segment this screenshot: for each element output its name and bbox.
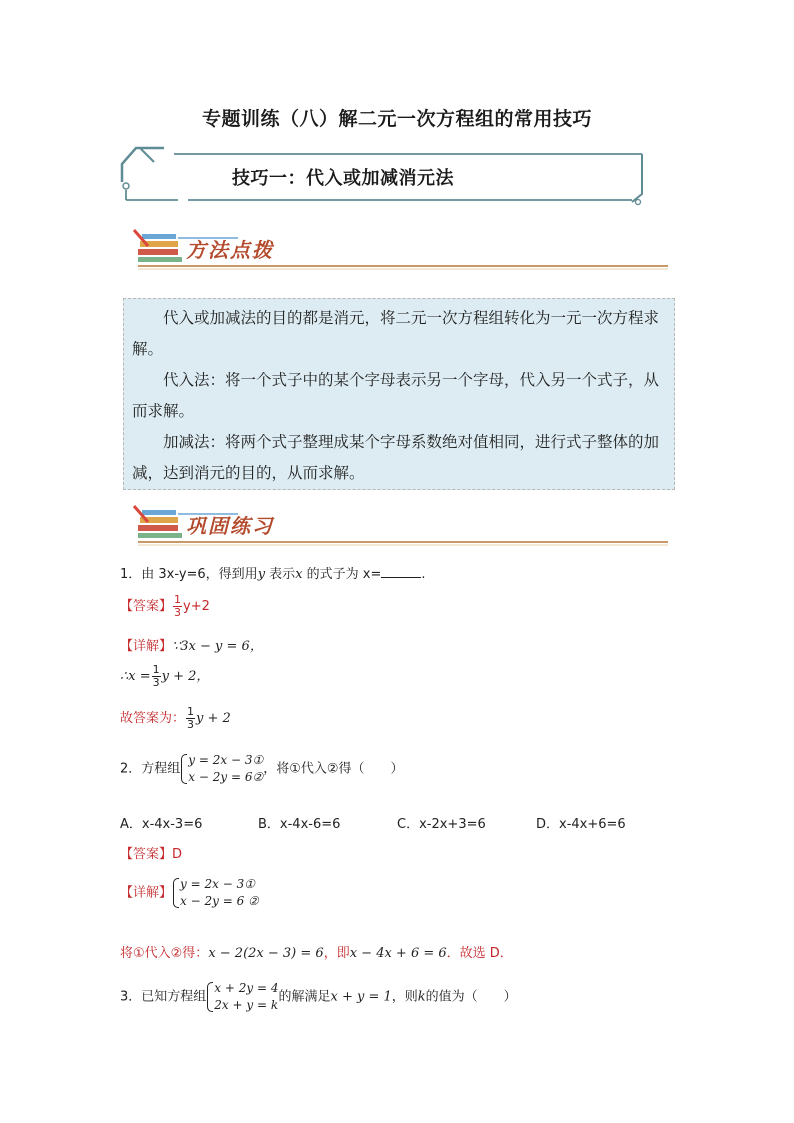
question-1-step: ∴x = $\frac{1}{3}$ y + 2， <box>120 663 210 689</box>
question-2-option-c: C．x-2x+3=6 <box>397 817 486 832</box>
question-2-option-d: D．x-4x+6=6 <box>536 817 626 832</box>
equation-system: y = 2x − 3① x − 2y = 6② <box>180 752 263 786</box>
section-title-practice: 巩固练习 <box>186 514 274 538</box>
fraction: $\frac{1}{3}$ <box>174 593 182 619</box>
question-2-conclusion: 将①代入②得：x − 2(2x − 3) = 6，即x − 4x + 6 = 6．故选 D． <box>120 946 513 961</box>
method-paragraph-2: 代入法：将一个式子中的某个字母表示另一个字母，代入另一个式子，从而求解。 <box>132 371 660 420</box>
question-2-option-b: B．x-4x-6=6 <box>258 817 341 832</box>
method-paragraph-3: 加减法：将两个式子整理成某个字母系数绝对值相同，进行式子整体的加减，达到消元的目的，从而求解。 <box>132 433 660 482</box>
section-header-practice <box>128 502 670 548</box>
question-1-detail: 【详解】∵3x − y = 6， <box>120 639 263 654</box>
section-title-method: 方法点拨 <box>186 238 274 262</box>
question-1-answer: 【答案】 $\frac{1}{3}$ y+2 <box>120 593 210 619</box>
question-2-stem: 2．方程组 y = 2x − 3① x − 2y = 6② ，将①代入②得（ ） <box>120 753 404 784</box>
banner-heading: 技巧一：代入或加减消元法 <box>232 168 454 189</box>
question-1-stem: 1．由 3x-y=6，得到用y 表示x 的式子为 x= . <box>120 567 426 582</box>
equation-system: y = 2x − 3① x − 2y = 6 ② <box>172 876 259 910</box>
method-tips-box <box>123 298 675 490</box>
answer-blank <box>381 565 421 578</box>
page-title: 专题训练（八）解二元一次方程组的常用技巧 <box>201 108 592 130</box>
method-paragraph-1: 代入或加减法的目的都是消元，将二元一次方程组转化为一元一次方程求解。 <box>132 309 660 358</box>
fraction: $\frac{1}{3}$ <box>187 705 195 731</box>
fraction: $\frac{1}{3}$ <box>152 663 160 689</box>
question-3-stem: 3．已知方程组 x + 2y = 4 2x + y = k 的解满足x + y = 1，则k的值为（ ） <box>120 981 517 1012</box>
section-header-method <box>128 226 670 272</box>
equation-system: x + 2y = 4 2x + y = k <box>206 980 278 1014</box>
question-2-detail: 【详解】 y = 2x − 3① x − 2y = 6 ② <box>120 877 259 908</box>
question-2-answer: 【答案】D <box>120 847 183 862</box>
question-1-final: 故答案为： $\frac{1}{3}$ y + 2 <box>120 705 231 731</box>
question-2-option-a: A．x-4x-3=6 <box>120 817 203 832</box>
